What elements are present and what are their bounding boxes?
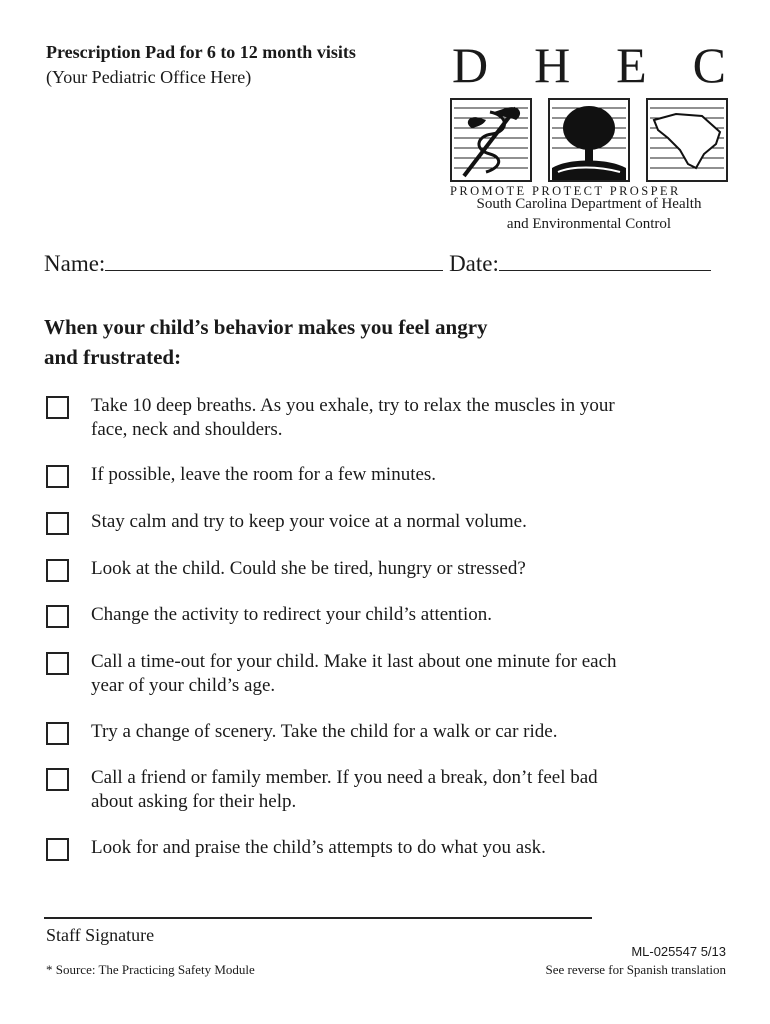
item-line-1: Change the activity to redirect your child’s attention. xyxy=(91,604,492,625)
signature-label: Staff Signature xyxy=(46,925,155,945)
checkbox[interactable] xyxy=(46,652,69,675)
item-line-1: Stay calm and try to keep your voice at a normal volume. xyxy=(91,511,527,532)
checkbox[interactable] xyxy=(46,768,69,791)
checkbox[interactable] xyxy=(46,396,69,419)
checklist-item-text xyxy=(91,557,721,581)
form-id: ML-025547 5/13 xyxy=(631,944,726,959)
item-line-1: Look for and praise the child’s attempts to do what you ask. xyxy=(91,837,546,858)
checkbox[interactable] xyxy=(46,512,69,535)
item-line-1: If possible, leave the room for a few minutes. xyxy=(91,464,437,485)
checkbox[interactable] xyxy=(46,722,69,745)
pad-title: Prescription Pad for 6 to 12 month visits xyxy=(46,42,356,62)
section-heading xyxy=(44,312,604,372)
name-date-row xyxy=(44,248,711,277)
date-label: Date: xyxy=(449,251,499,276)
signature-line[interactable] xyxy=(44,917,592,919)
item-line-1: Call a time-out for your child. Make it last about one minute for each xyxy=(91,651,617,672)
checklist-item-text xyxy=(91,836,721,860)
item-line-2: year of your child’s age. xyxy=(91,675,276,696)
logo-letter-c: C xyxy=(692,37,726,93)
item-line-1: Look at the child. Could she be tired, hungry or stressed? xyxy=(91,558,526,579)
logo-motto: PROMOTE PROTECT PROSPER xyxy=(450,184,681,198)
logo-letter-e: E xyxy=(616,37,647,93)
name-field[interactable] xyxy=(105,248,443,271)
checkbox[interactable] xyxy=(46,465,69,488)
item-line-2: face, neck and shoulders. xyxy=(91,419,283,440)
state-map-icon xyxy=(646,98,728,182)
pad-subtitle: (Your Pediatric Office Here) xyxy=(46,67,252,87)
checklist-item-text xyxy=(91,603,721,627)
checklist-item-text xyxy=(91,394,721,442)
agency-line-1: South Carolina Department of Health xyxy=(476,196,702,212)
item-line-2: about asking for their help. xyxy=(91,791,297,812)
item-line-1: Try a change of scenery. Take the child for a walk or car ride. xyxy=(91,721,558,742)
item-line-1: Call a friend or family member. If you need a break, don’t feel bad xyxy=(91,767,598,788)
checklist-item-text xyxy=(91,650,721,698)
agency-name xyxy=(450,194,728,234)
date-field[interactable] xyxy=(499,248,711,271)
logo-letters xyxy=(450,37,728,93)
heading-line-2: and frustrated: xyxy=(44,345,182,369)
checkbox[interactable] xyxy=(46,838,69,861)
checkbox[interactable] xyxy=(46,605,69,628)
logo-panels xyxy=(450,98,728,182)
heading-line-1: When your child’s behavior makes you feel angry xyxy=(44,315,488,339)
logo-letter-h: H xyxy=(534,37,571,93)
checklist-item-text xyxy=(91,766,721,814)
tree-icon xyxy=(548,98,630,182)
checklist-item-text xyxy=(91,720,721,744)
checklist-item-text xyxy=(91,510,721,534)
source-note: * Source: The Practicing Safety Module xyxy=(46,962,255,977)
checklist-item-text xyxy=(91,463,721,487)
agency-line-2: and Environmental Control xyxy=(506,216,672,232)
reverse-note: See reverse for Spanish translation xyxy=(545,962,726,977)
dhec-logo xyxy=(450,37,728,199)
caduceus-icon xyxy=(450,98,532,182)
name-label: Name: xyxy=(44,251,106,276)
logo-letter-d: D xyxy=(452,37,489,93)
item-line-1: Take 10 deep breaths. As you exhale, try to relax the muscles in your xyxy=(91,395,615,416)
checkbox[interactable] xyxy=(46,559,69,582)
